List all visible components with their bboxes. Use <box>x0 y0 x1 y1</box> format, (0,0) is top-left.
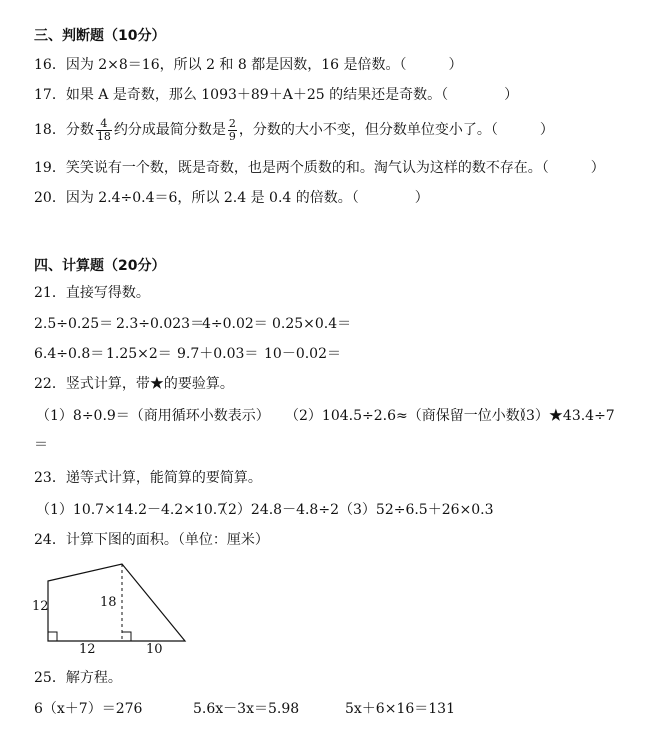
question-22-part-3: （3）★43.4÷7 <box>512 408 615 424</box>
question-18-prefix: 18．分数 <box>34 122 94 138</box>
question-24-label: 24．计算下图的面积。（单位：厘米） <box>34 532 269 548</box>
calc-item: 0.25×0.4＝ <box>272 316 352 332</box>
calc-item: 1.25×2＝ <box>106 346 172 362</box>
question-25-label: 25．解方程。 <box>34 670 122 686</box>
label-left-side: 12 <box>32 599 49 614</box>
calc-item: 2.3÷0.023＝ <box>116 316 205 332</box>
question-18 <box>34 117 554 143</box>
question-21-row-2 <box>34 345 341 363</box>
question-23-part-1: （1）10.7×14.2－4.2×10.7 <box>36 502 227 518</box>
equation-3: 5x＋6×16＝131 <box>345 701 455 717</box>
section-3-title: 三、判断题（10分） <box>34 28 166 44</box>
equation-1: 6（x＋7）＝276 <box>34 701 143 717</box>
fraction-denominator: 18 <box>96 129 111 143</box>
question-22-label: 22．竖式计算，带★的要验算。 <box>34 376 234 392</box>
fraction-numerator: 2 <box>228 116 236 130</box>
question-23-parts <box>36 501 494 519</box>
label-height: 18 <box>100 595 117 610</box>
question-22-parts <box>36 407 615 425</box>
calc-item: 6.4÷0.8＝ <box>34 346 105 362</box>
section-4-title: 四、计算题（20分） <box>34 258 166 274</box>
question-16: 16．因为 2×8＝16，所以 2 和 8 都是因数，16 是倍数。（ ） <box>34 57 463 73</box>
equation-2: 5.6x－3x＝5.98 <box>193 701 300 717</box>
right-angle-mark-left <box>48 632 57 641</box>
question-19: 19．笑笑说有一个数，既是奇数，也是两个质数的和。淘气认为这样的数不存在。（ ） <box>34 160 605 176</box>
question-21-label: 21．直接写得数。 <box>34 285 150 301</box>
question-22-trailing: ＝ <box>34 437 48 453</box>
label-bottom-right: 10 <box>146 642 163 657</box>
calc-item: 9.7＋0.03＝ <box>177 346 259 362</box>
question-23-label: 23．递等式计算，能简算的要简算。 <box>34 470 262 486</box>
question-17: 17．如果 A 是奇数，那么 1093＋89＋A＋25 的结果还是奇数。（ ） <box>34 87 519 103</box>
calc-item: 2.5÷0.25＝ <box>34 316 114 332</box>
calc-item: 4÷0.02＝ <box>202 316 268 332</box>
question-23-part-3: （3）52÷6.5＋26×0.3 <box>339 502 494 518</box>
trapezoid-figure <box>28 556 198 661</box>
fraction-denominator: 9 <box>228 129 236 143</box>
question-23-part-2: （2）24.8－4.8÷2 <box>214 502 339 518</box>
question-22-part-1: （1）8÷0.9＝（商用循环小数表示） <box>36 408 270 424</box>
question-18-middle: 约分成最简分数是 <box>113 122 226 138</box>
question-20: 20．因为 2.4÷0.4＝6，所以 2.4 是 0.4 的倍数。（ ） <box>34 190 429 206</box>
fraction-2-9 <box>228 118 237 143</box>
question-21-row-1 <box>34 315 351 333</box>
fraction-4-18 <box>96 118 112 143</box>
right-angle-mark-height <box>122 632 131 641</box>
question-25-parts <box>34 700 455 718</box>
calc-item: 10－0.02＝ <box>264 346 341 362</box>
question-18-suffix: ，分数的大小不变，但分数单位变小了。（ ） <box>238 122 554 138</box>
question-22-part-2: （2）104.5÷2.6≈（商保留一位小数） <box>285 408 534 424</box>
fraction-numerator: 4 <box>96 118 112 131</box>
label-bottom-left: 12 <box>79 642 96 657</box>
